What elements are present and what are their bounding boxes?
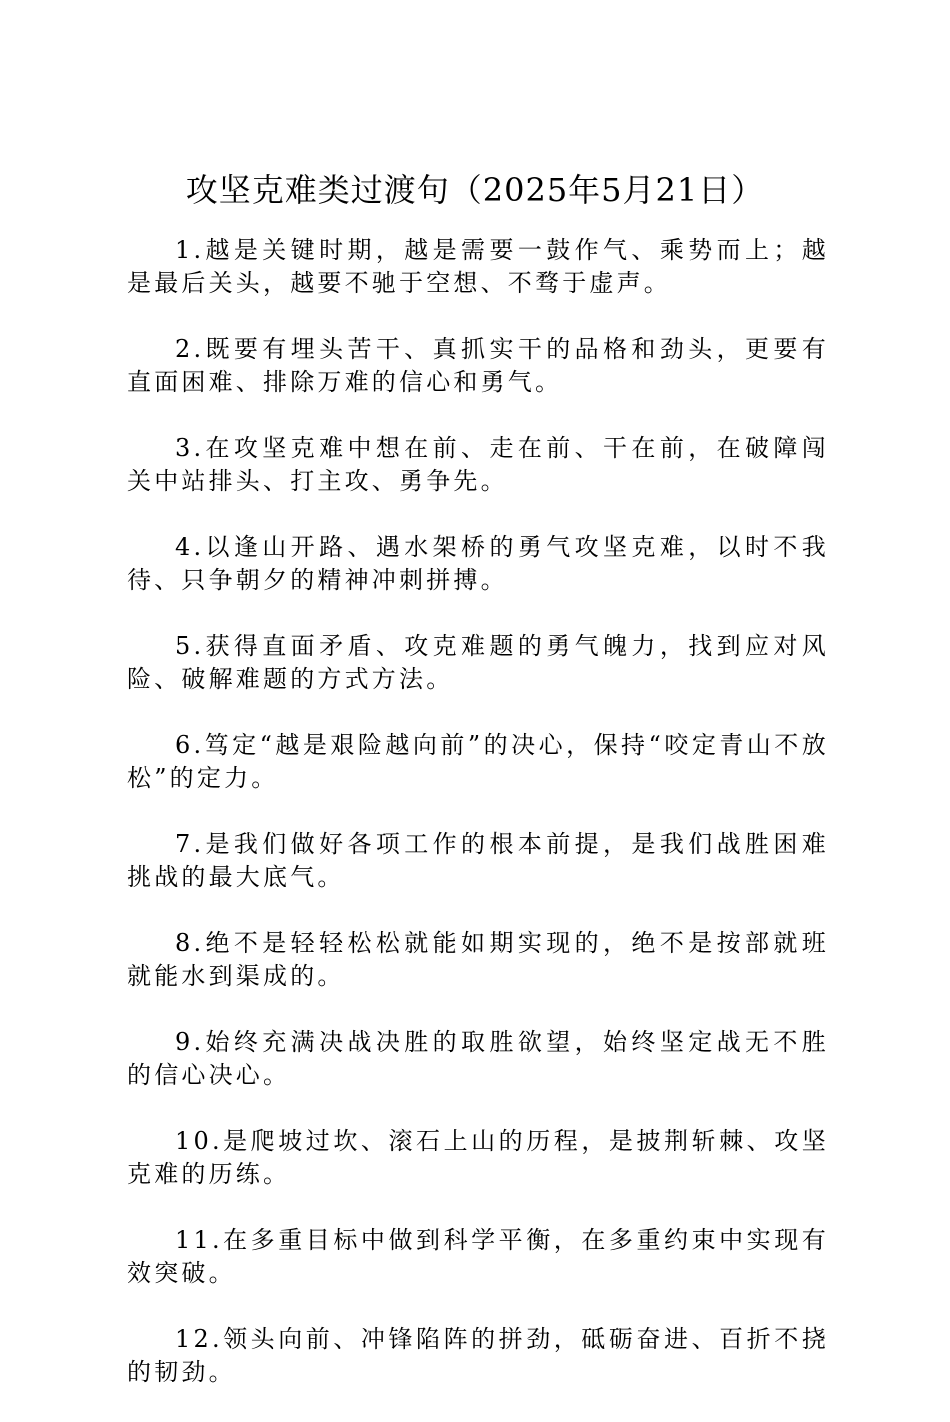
list-item: 11.在多重目标中做到科学平衡，在多重约束中实现有效突破。	[127, 1226, 829, 1287]
list-item: 4.以逢山开路、遇水架桥的勇气攻坚克难，以时不我待、只争朝夕的精神冲刺拼搏。	[127, 533, 829, 594]
transition-sentence-list	[127, 234, 829, 1422]
list-item: 10.是爬坡过坎、滚石上山的历程，是披荆斩棘、攻坚克难的历练。	[127, 1127, 829, 1188]
list-item: 9.始终充满决战决胜的取胜欲望，始终坚定战无不胜的信心决心。	[127, 1028, 829, 1089]
document-title: 攻坚克难类过渡句（2025年5月21日）	[185, 171, 765, 209]
list-item: 12.领头向前、冲锋陷阵的拼劲，砥砺奋进、百折不挠的韧劲。	[127, 1325, 829, 1386]
list-item: 2.既要有埋头苦干、真抓实干的品格和劲头，更要有直面困难、排除万难的信心和勇气。	[127, 335, 829, 396]
list-item: 3.在攻坚克难中想在前、走在前、干在前，在破障闯关中站排头、打主攻、勇争先。	[127, 434, 829, 495]
list-item: 5.获得直面矛盾、攻克难题的勇气魄力，找到应对风险、破解难题的方式方法。	[127, 632, 829, 693]
list-item: 8.绝不是轻轻松松就能如期实现的，绝不是按部就班就能水到渠成的。	[127, 929, 829, 990]
list-item: 6.笃定“越是艰险越向前”的决心，保持“咬定青山不放松”的定力。	[127, 731, 829, 792]
list-item: 1.越是关键时期，越是需要一鼓作气、乘势而上；越是最后关头，越要不驰于空想、不骛于虚声。	[127, 236, 829, 297]
list-item: 7.是我们做好各项工作的根本前提，是我们战胜困难挑战的最大底气。	[127, 830, 829, 891]
